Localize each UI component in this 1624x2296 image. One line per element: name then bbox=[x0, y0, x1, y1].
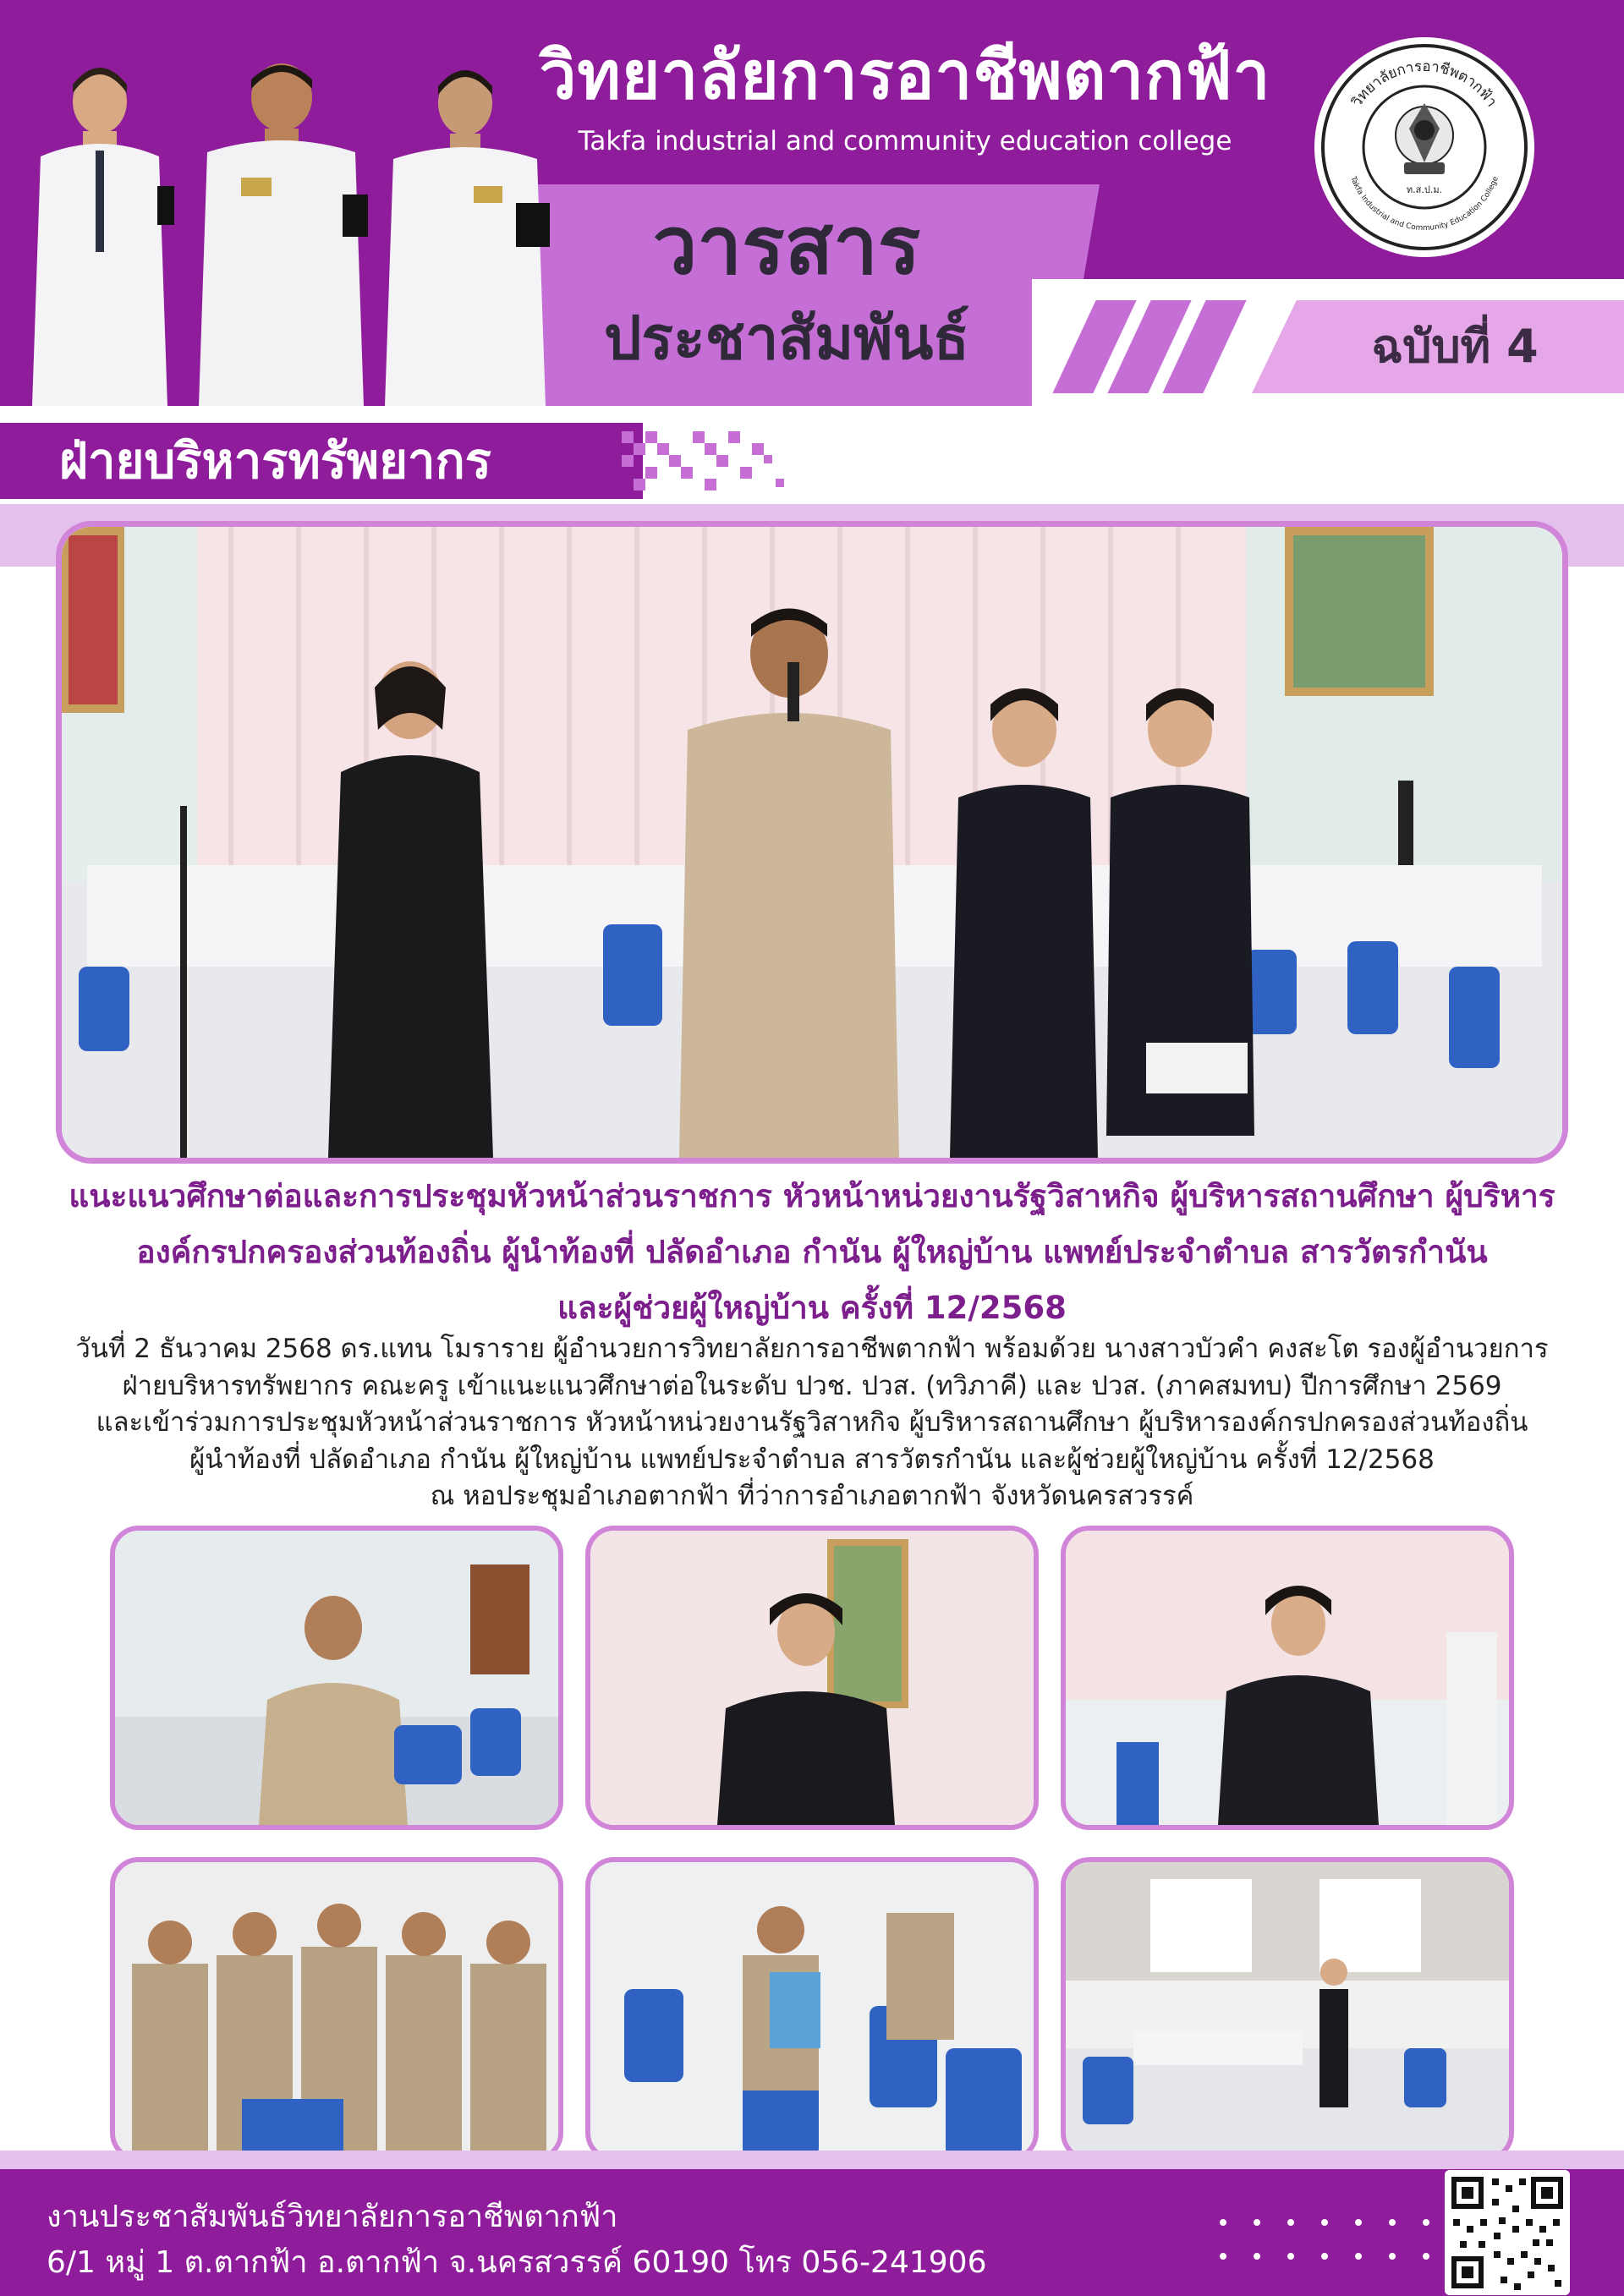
footer-organization: งานประชาสัมพันธ์วิทยาลัยการอาชีพตากฟ้า bbox=[47, 2200, 618, 2234]
gallery-photo bbox=[1061, 1526, 1514, 1830]
gallery-photo bbox=[110, 1526, 563, 1830]
department-name: ฝ่ายบริหารทรัพยากร bbox=[59, 432, 491, 490]
seal-text-bottom: Takfa Industrial and Community Education College bbox=[1348, 175, 1501, 233]
footer-address: 6/1 หมู่ 1 ต.ตากฟ้า อ.ตากฟ้า จ.นครสวรรค์ 60190 โทร 056-241906 bbox=[47, 2245, 987, 2280]
issue-number: ฉบับที่ 4 bbox=[1371, 320, 1539, 373]
body-line: วันที่ 2 ธันวาคม 2568 ดร.แทน โมราราย ผู้อำนวยการวิทยาลัยการอาชีพตากฟ้า พร้อมด้วย นางสาวบัวคำ คงสะโต รองผู้อำนวยการ bbox=[75, 1334, 1549, 1364]
body-line: ณ หอประชุมอำเภอตากฟ้า ที่ว่าการอำเภอตากฟ้า จังหวัดนครสวรรค์ bbox=[430, 1481, 1194, 1511]
headline-line: องค์กรปกครองส่วนท้องถิ่น ผู้นำท้องที่ ปลัดอำเภอ กำนัน ผู้ใหญ่บ้าน แพทย์ประจำตำบล สารวัตรกำนัน bbox=[136, 1234, 1488, 1270]
pixel-pattern-icon bbox=[622, 423, 808, 499]
footer-accent-band bbox=[0, 2151, 1624, 2169]
main-photo-scene bbox=[62, 527, 1562, 1158]
executive-portrait-2 bbox=[190, 51, 372, 406]
headline-line: แนะแนวศึกษาต่อและการประชุมหัวหน้าส่วนราชการ หัวหน้าหน่วยงานรัฐวิสาหกิจ ผู้บริหารสถานศึกษา ผู้บริหาร bbox=[69, 1178, 1555, 1214]
executive-portrait-1 bbox=[15, 51, 184, 406]
journal-title: วารสาร bbox=[652, 200, 921, 293]
college-seal-icon bbox=[1313, 36, 1536, 259]
article-body bbox=[25, 1331, 1599, 1517]
gallery-photo bbox=[585, 1857, 1039, 2162]
gallery-photo bbox=[585, 1526, 1039, 1830]
decor-dots bbox=[1218, 2214, 1446, 2290]
executive-portrait-3 bbox=[372, 51, 558, 406]
headline-line: และผู้ช่วยผู้ใหญ่บ้าน ครั้งที่ 12/2568 bbox=[557, 1290, 1067, 1326]
main-photo bbox=[56, 521, 1568, 1164]
body-line: ผู้นำท้องที่ ปลัดอำเภอ กำนัน ผู้ใหญ่บ้าน แพทย์ประจำตำบล สารวัตรกำนัน และผู้ช่วยผู้ใหญ่บ้าน ครั้งที่ 12/2568 bbox=[189, 1444, 1435, 1475]
qr-code-icon[interactable] bbox=[1445, 2170, 1570, 2295]
gallery-photo bbox=[1061, 1857, 1514, 2162]
seal-text-small: ท.ส.ป.ม. bbox=[1406, 184, 1443, 195]
seal-text-top: วิทยาลัยการอาชีพตากฟ้า bbox=[1348, 58, 1501, 111]
college-name-thai: วิทยาลัยการอาชีพตากฟ้า bbox=[539, 38, 1271, 114]
article-headline bbox=[59, 1169, 1565, 1338]
college-name-english: Takfa industrial and community education college bbox=[578, 126, 1232, 156]
gallery-photo bbox=[110, 1857, 563, 2162]
body-line: ฝ่ายบริหารทรัพยากร คณะครู เข้าแนะแนวศึกษาต่อในระดับ ปวช. ปวส. (ทวิภาคี) และ ปวส. (ภาคสมทบ) ปีการศึกษา 2569 bbox=[122, 1370, 1502, 1401]
journal-subtitle: ประชาสัมพันธ์ bbox=[603, 304, 970, 373]
body-line: และเข้าร่วมการประชุมหัวหน้าส่วนราชการ หัวหน้าหน่วยงานรัฐวิสาหกิจ ผู้บริหารสถานศึกษา ผู้บริหารองค์กรปกครองส่วนท้องถิ่น bbox=[96, 1407, 1528, 1438]
